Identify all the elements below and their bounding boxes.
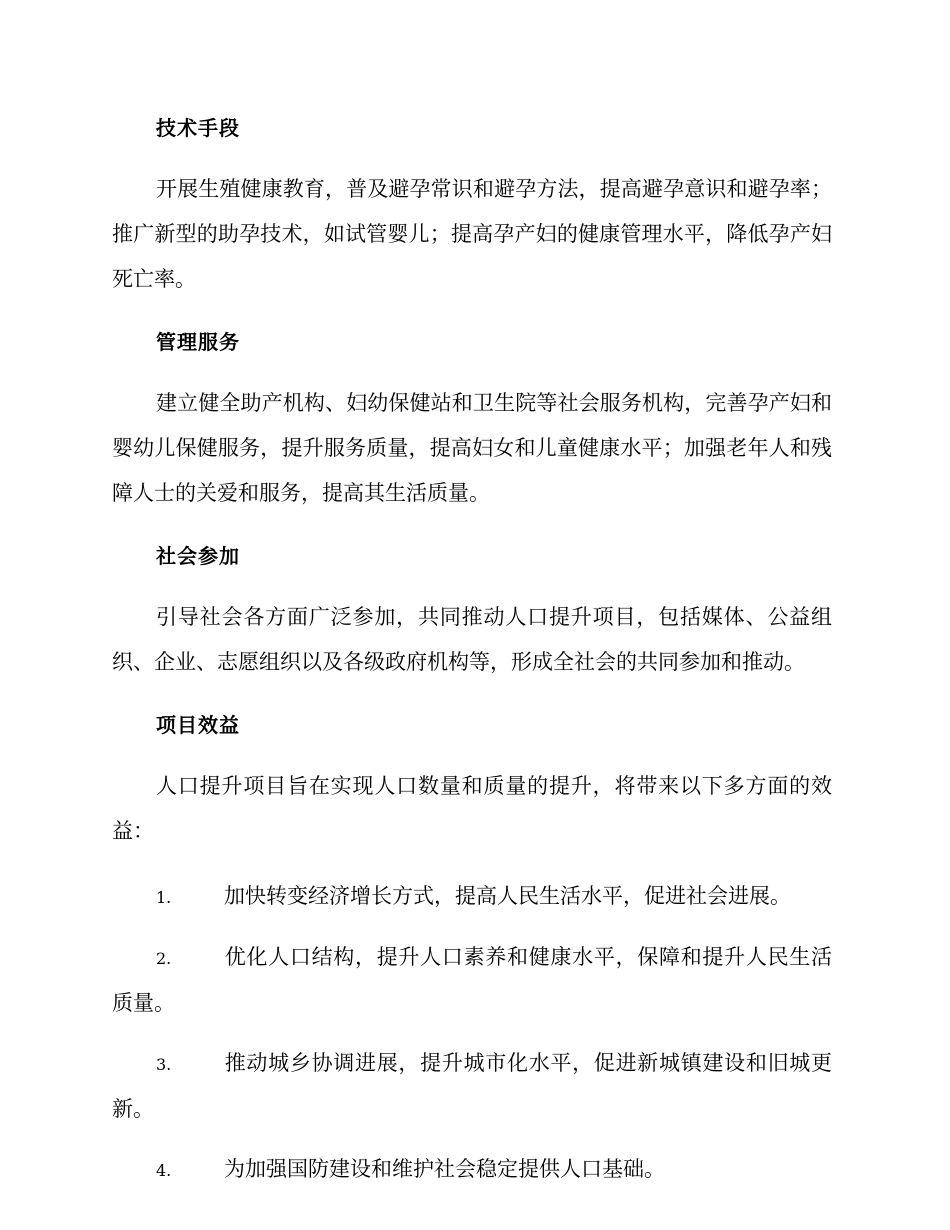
list-item-number: 3. (156, 1055, 172, 1074)
section-heading-participation: 社会参加 (156, 544, 240, 568)
section-body-management: 建立健全助产机构、妇幼保健站和卫生院等社会服务机构，完善孕产妇和婴幼儿保健服务，提升服务质量，提高妇女和儿童健康水平；加强老年人和残障人士的关爱和服务，提高其生活质量。 (112, 391, 832, 505)
list-item-number: 2. (156, 949, 172, 968)
section-heading-tech: 技术手段 (156, 116, 240, 140)
benefits-list (112, 874, 832, 1193)
list-item-text: 为加强国防建设和维护社会稳定提供人口基础。 (224, 1157, 665, 1181)
list-item-text: 加快转变经济增长方式，提高人民生活水平，促进社会进展。 (224, 884, 791, 908)
section-heading-management: 管理服务 (156, 330, 240, 354)
list-item (112, 1147, 832, 1193)
document-page (112, 108, 832, 1208)
list-item-number: 1. (156, 888, 172, 907)
section-body-participation: 引导社会各方面广泛参加，共同推动人口提升项目，包括媒体、公益组织、企业、志愿组织以及各级政府机构等，形成全社会的共同参加和推动。 (112, 605, 832, 674)
section-body-benefits: 人口提升项目旨在实现人口数量和质量的提升，将带来以下多方面的效益： (112, 774, 832, 843)
section-heading-benefits: 项目效益 (156, 713, 240, 737)
list-item (112, 1041, 832, 1132)
list-item-text: 推动城乡协调进展，提升城市化水平，促进新城镇建设和旧城更新。 (112, 1051, 832, 1121)
list-item-text: 优化人口结构，提升人口素养和健康水平，保障和提升人民生活质量。 (112, 945, 832, 1015)
list-item-number: 4. (156, 1161, 172, 1180)
list-item (112, 935, 832, 1026)
list-item (112, 874, 832, 920)
section-body-tech: 开展生殖健康教育，普及避孕常识和避孕方法，提高避孕意识和避孕率；推广新型的助孕技术，如试管婴儿；提高孕产妇的健康管理水平，降低孕产妇死亡率。 (112, 177, 832, 291)
